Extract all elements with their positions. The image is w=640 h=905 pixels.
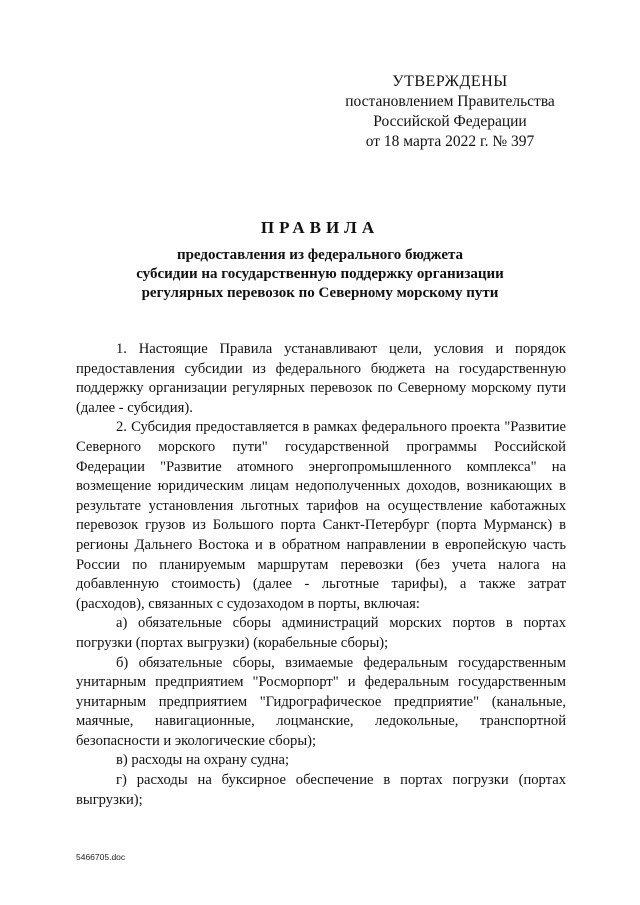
paragraph-2v: в) расходы на охрану судна; xyxy=(116,752,290,769)
paragraph-2a: а) обязательные сборы администраций морских портов в портах погрузки (портах выгрузки) (корабельные сборы); xyxy=(76,615,566,651)
approval-stamp xyxy=(330,72,570,152)
paragraph-2g: г) расходы на буксирное обеспечение в портах погрузки (портах выгрузки); xyxy=(76,772,566,808)
approval-line-1: постановлением Правительства xyxy=(345,93,555,110)
subtitle-line-3: регулярных перевозок по Северному морскому пути xyxy=(141,285,499,301)
document-title: ПРАВИЛА xyxy=(260,218,380,237)
subtitle-line-2: субсидии на государственную поддержку организации xyxy=(136,266,504,282)
paragraph-2: 2. Субсидия предоставляется в рамках федерального проекта "Развитие Северного морского пути" государственной программы Российской Федерации "Развитие атомного энергопромышленного комплекса" на возмещение юридическим лицам недополученных доходов, возникающих в результате установления льготных тарифов на осуществление каботажных перевозок грузов из Большого порта Санкт-Петербург (порта Мурманск) в регионы Дальнего Востока и в обратном направлении в европейскую часть России по планируемым маршрутам перевозки (без учета налога на добавленную стоимость) (далее - льготные тарифы), а также затрат (расходов), связанных с судозаходом в порты, включая: xyxy=(76,419,566,612)
file-name-footer: 5466705.doc xyxy=(76,852,126,862)
approval-heading: УТВЕРЖДЕНЫ xyxy=(392,73,508,90)
document-body xyxy=(76,340,566,810)
approval-line-2: Российской Федерации xyxy=(373,113,527,130)
approval-line-3: от 18 марта 2022 г. № 397 xyxy=(365,133,535,150)
subtitle-line-1: предоставления из федерального бюджета xyxy=(176,247,464,263)
paragraph-2b: б) обязательные сборы, взимаемые федеральным государственным унитарным предприятием "Росморпорт" и федеральным государственным унитарным предприятием "Гидрографическое предприятие" (канальные, маячные, навигационные, лоцманские, ледокольные, транспортной безопасности и экологические сборы); xyxy=(76,654,566,749)
paragraph-1: 1. Настоящие Правила устанавливают цели, условия и порядок предоставления субсидии из федерального бюджета на государственную поддержку организации регулярных перевозок по Северному морскому пути (далее - субсидия). xyxy=(76,341,566,416)
document-subtitle xyxy=(0,246,640,303)
